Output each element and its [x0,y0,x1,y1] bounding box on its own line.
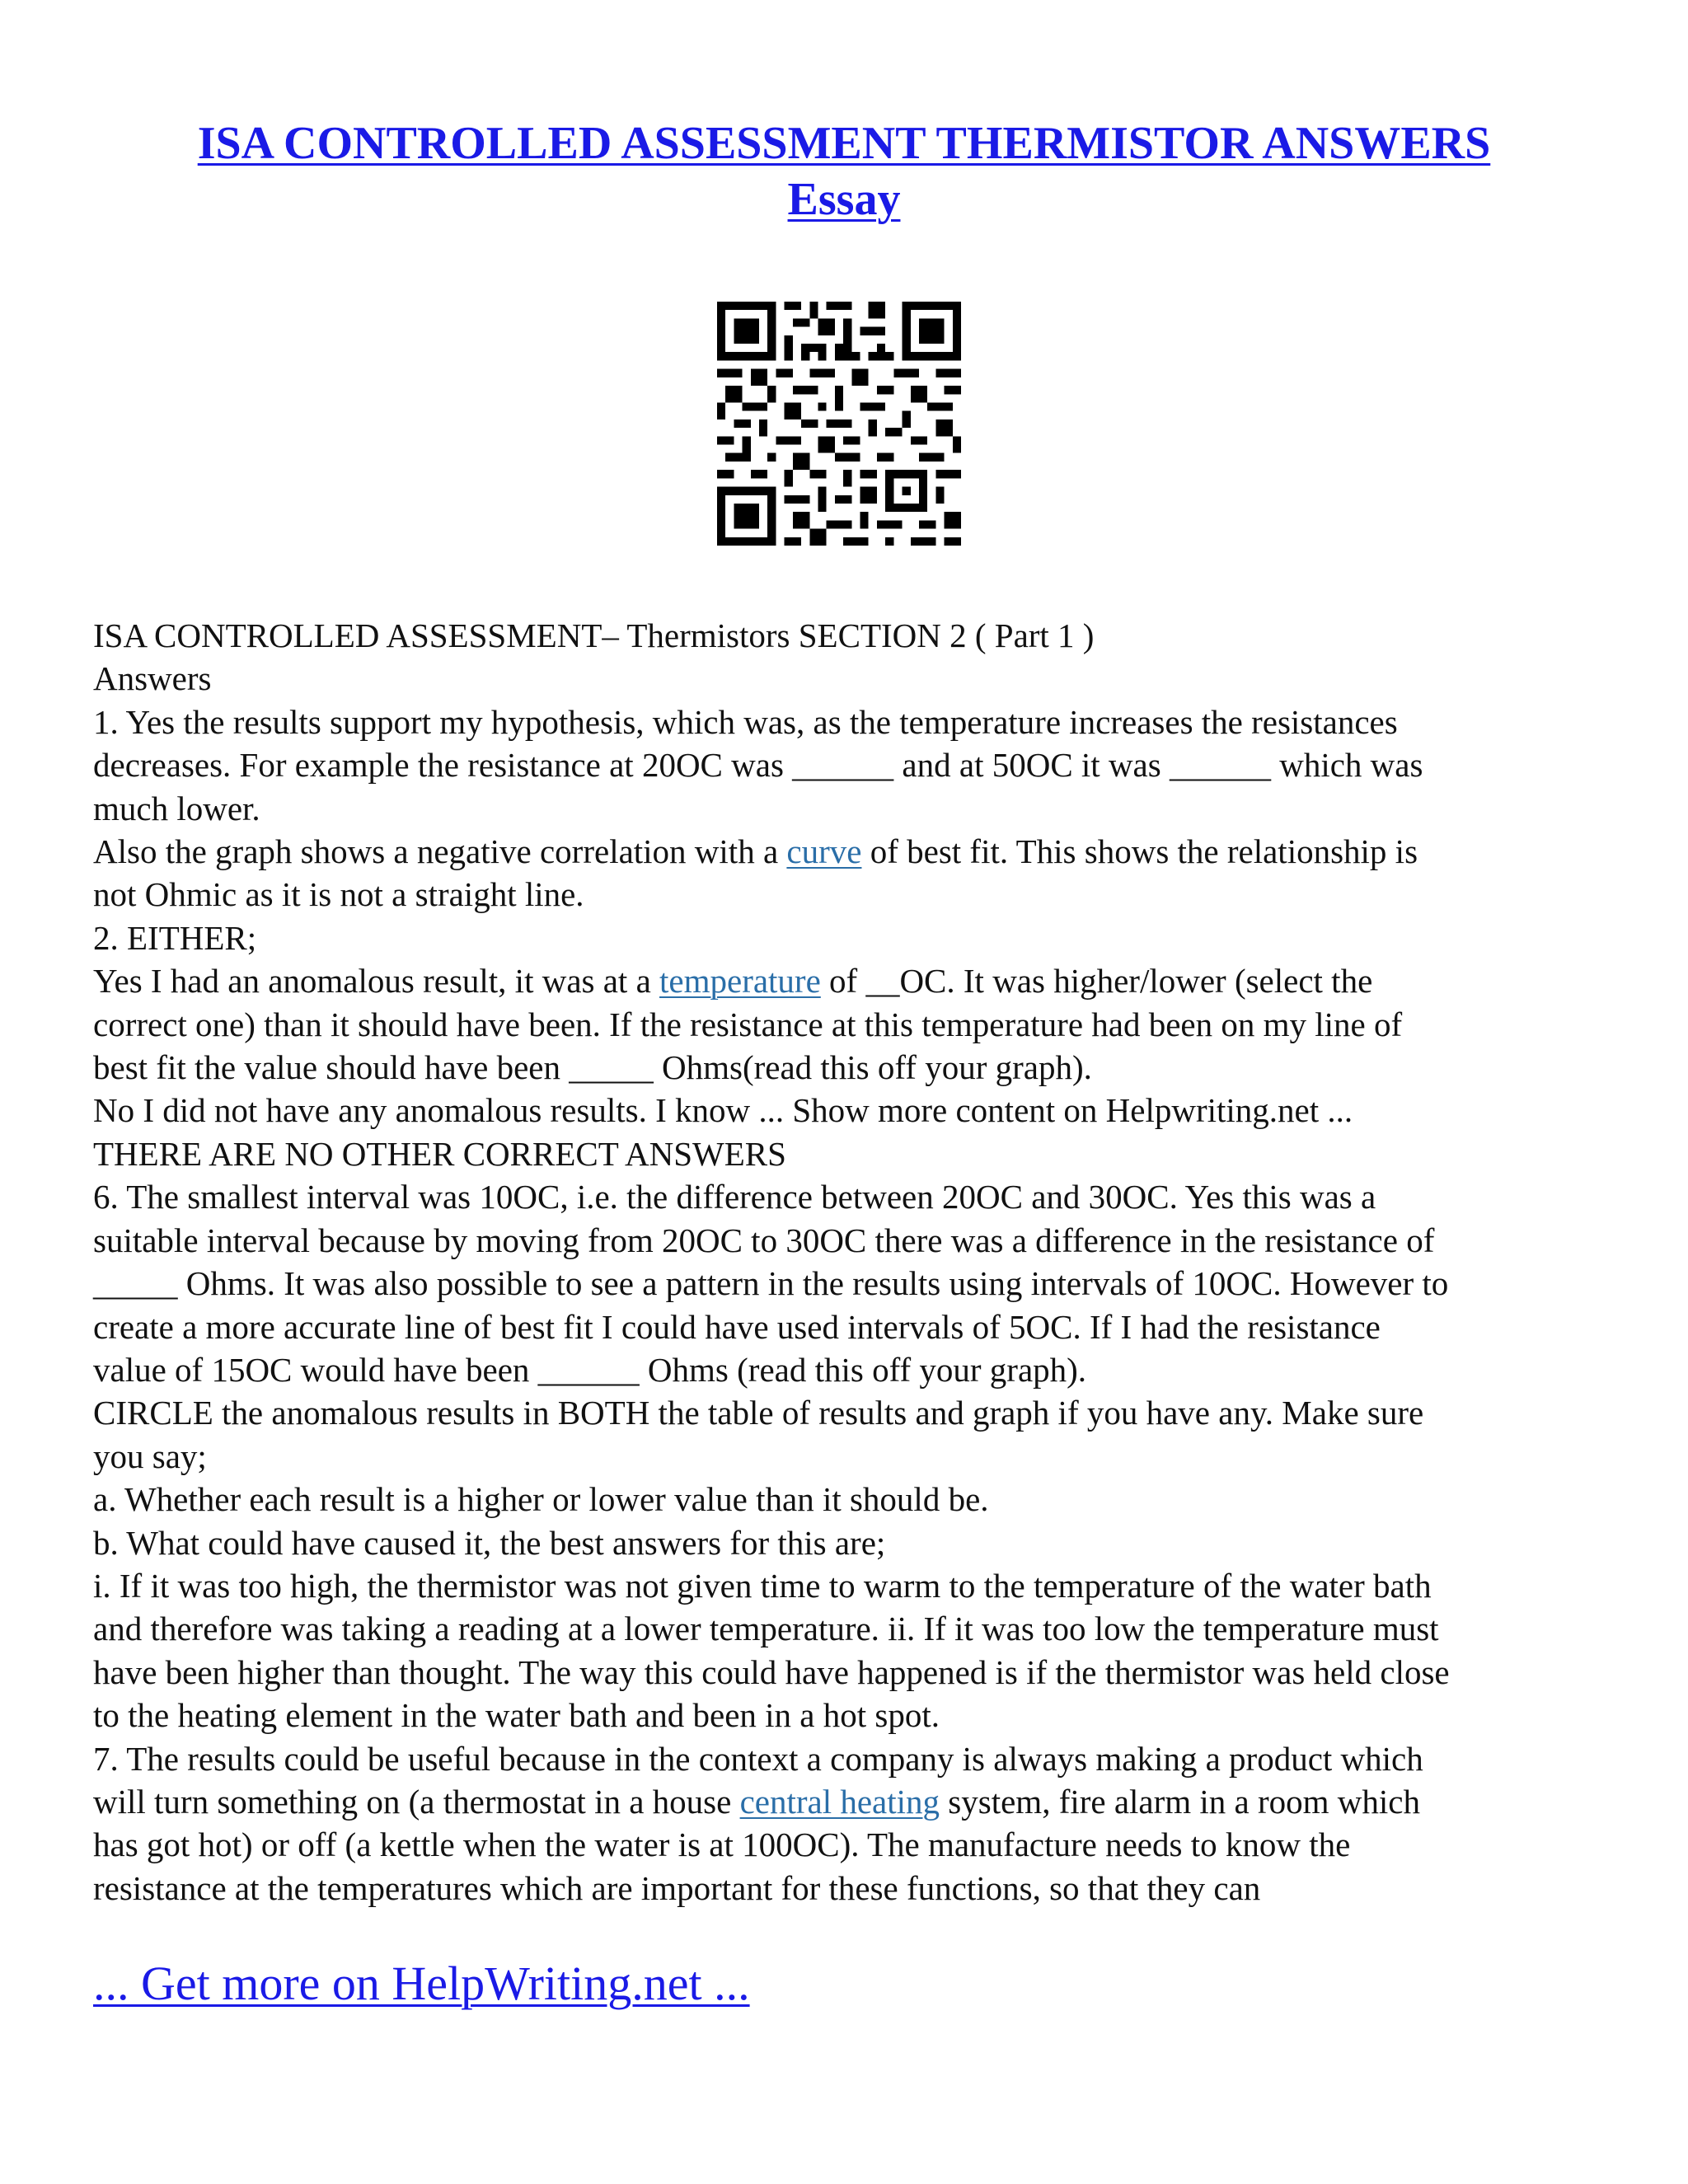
text-line: a. Whether each result is a higher or lower value than it should be. [93,1480,989,1519]
temperature-link[interactable]: temperature [659,962,821,1001]
text-line: b. What could have caused it, the best answers for this are; [93,1523,886,1562]
text-line: CIRCLE the anomalous results in BOTH the table of results and graph if you have any. Make sure [93,1394,1424,1432]
text-line: decreases. For example the resistance at 20OC was ______ and at 50OC it was ______ which was [93,746,1423,785]
text-line: will turn something on (a thermostat in a house central heating system, fire alarm in a room which [93,1782,1420,1821]
title-link[interactable]: ISA CONTROLLED ASSESSMENT THERMISTOR ANSWERS [197,118,1491,169]
page-title [0,115,1688,227]
central-heating-link[interactable]: central heating [739,1782,940,1821]
essay-body [93,614,1601,1910]
text-line: have been higher than thought. The way this could have happened is if the thermistor was held close [93,1652,1450,1691]
title-link-essay[interactable]: Essay [787,174,901,225]
text-line: 2. EITHER; [93,918,257,957]
text-line: Yes I had an anomalous result, it was at a temperature of __OC. It was higher/lower (select the [93,962,1373,1001]
text-line: value of 15OC would have been ______ Ohms (read this off your graph). [93,1350,1087,1389]
text-line: resistance at the temperatures which are important for these functions, so that they can [93,1868,1261,1907]
section-heading: ISA CONTROLLED ASSESSMENT– Thermistors SECTION 2 ( Part 1 ) [93,616,1095,654]
text-line: much lower. [93,789,260,827]
answers-label: Answers [93,659,212,698]
text-line: to the heating element in the water bath and been in a hot spot. [93,1696,940,1735]
get-more-footer [93,1955,750,2013]
text-line: and therefore was taking a reading at a lower temperature. ii. If it was too low the temperature must [93,1610,1439,1648]
text-line: has got hot) or off (a kettle when the water is at 100OC). The manufacture needs to know the [93,1825,1351,1864]
text-line: _____ Ohms. It was also possible to see a pattern in the results using intervals of 10OC. However to [93,1264,1449,1303]
curve-link[interactable]: curve [786,832,862,871]
text-line: suitable interval because by moving from 20OC to 30OC there was a difference in the resistance of [93,1221,1435,1259]
text-line: correct one) than it should have been. If the resistance at this temperature had been on my line of [93,1005,1403,1043]
text-line: not Ohmic as it is not a straight line. [93,875,584,914]
text-line: THERE ARE NO OTHER CORRECT ANSWERS [93,1134,786,1173]
get-more-link[interactable]: ... Get more on HelpWriting.net ... [93,1957,750,2010]
text-line: 7. The results could be useful because in the context a company is always making a product which [93,1739,1423,1778]
text-line: Also the graph shows a negative correlation with a curve of best fit. This shows the relationship is [93,832,1418,871]
text-line: create a more accurate line of best fit I could have used intervals of 5OC. If I had the resistance [93,1307,1381,1346]
text-line: 1. Yes the results support my hypothesis, which was, as the temperature increases the resistances [93,702,1398,741]
text-line: you say; [93,1436,207,1475]
text-line: best fit the value should have been _____ Ohms(read this off your graph). [93,1048,1092,1087]
qr-code-icon [717,302,961,546]
text-line: i. If it was too high, the thermistor was not given time to warm to the temperature of the water bath [93,1566,1432,1605]
text-line: No I did not have any anomalous results. I know ... Show more content on Helpwriting.net ... [93,1091,1353,1130]
text-line: 6. The smallest interval was 10OC, i.e. the difference between 20OC and 30OC. Yes this was a [93,1178,1376,1216]
